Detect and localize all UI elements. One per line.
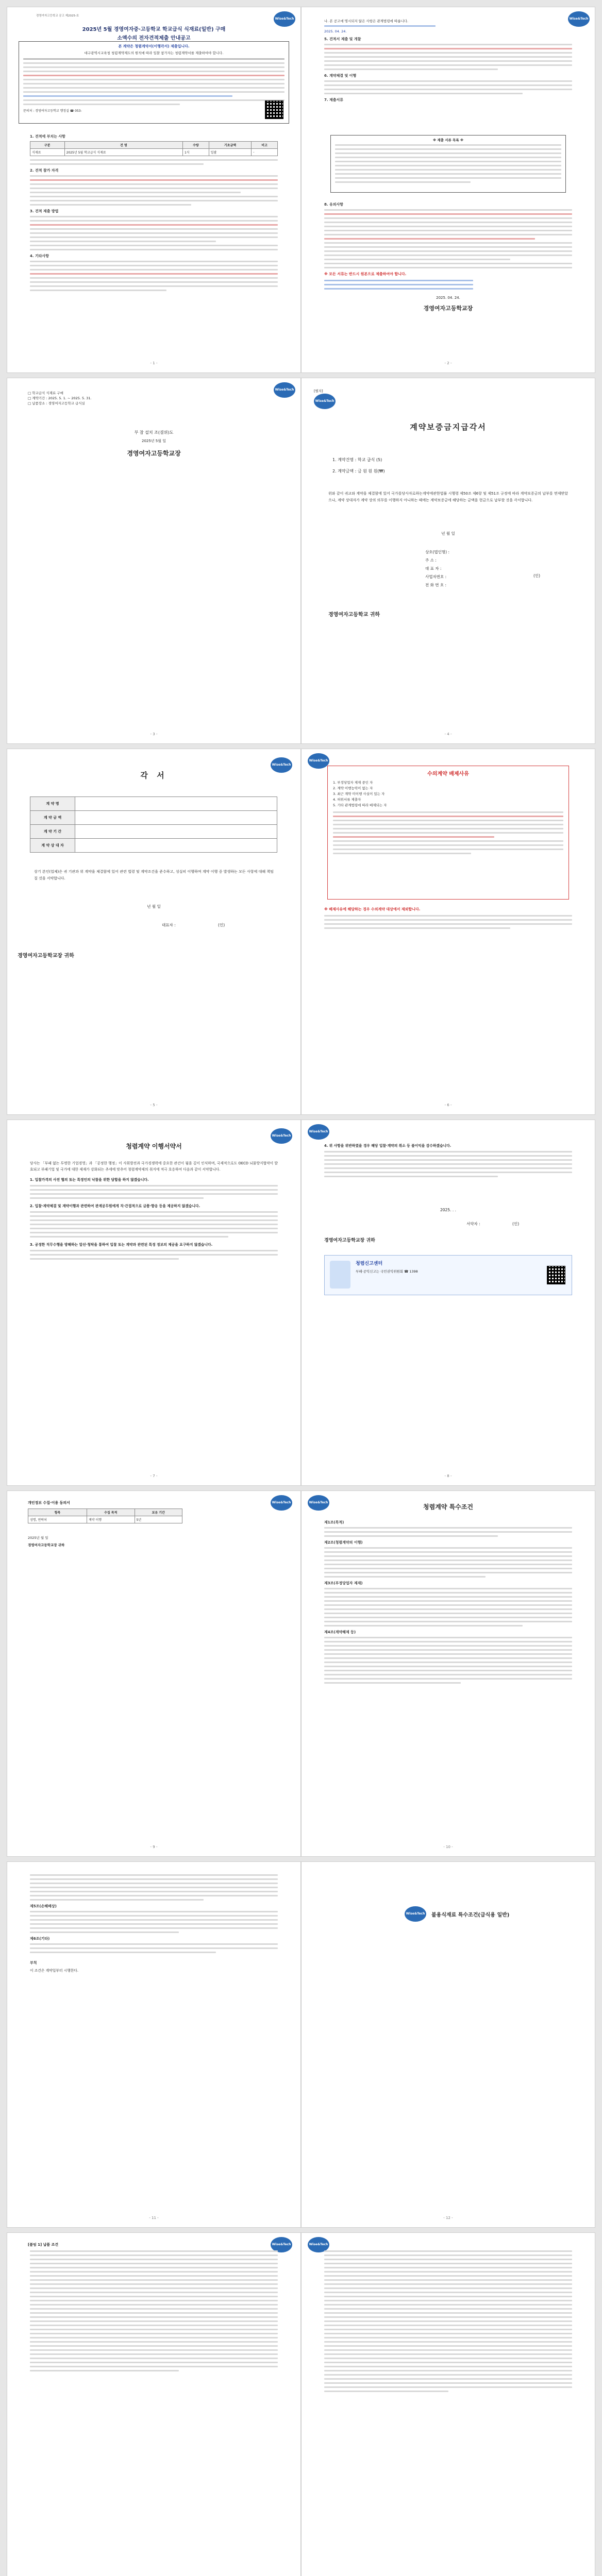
exclusion-item: 5. 기타 관계법령에 따라 배제되는 자 — [333, 803, 387, 807]
section-5-title: 5. 견적서 제출 및 개찰 — [324, 37, 361, 41]
documents-box — [330, 135, 566, 193]
contract-notice-sub: 대구광역시교육청 청렴계약제도의 원칙에 따라 입찰 참가자는 청렴계약서를 제출하여야 합니다. — [84, 51, 224, 55]
pledge-item: 1. 입찰가격의 사전 협의 또는 특정인의 낙찰을 위한 담합을 하지 않겠습니다. — [30, 1178, 149, 1182]
signoff-org: 경영여자고등학교장 — [423, 305, 473, 312]
addressee: 경영여자고등학교장 귀하 — [18, 953, 74, 959]
school-name: 경영여자고등학교장 — [127, 450, 181, 457]
page-number: - 2 - — [444, 361, 452, 365]
signer-field: 대 표 자 : — [425, 566, 442, 571]
banner-title: 청렴신고센터 — [356, 1261, 383, 1266]
page-number: - 6 - — [444, 1103, 452, 1107]
documents-box-title: ※ 제출 서류 목록 ※ — [432, 138, 464, 142]
school-logo: Wise&Tech — [314, 394, 336, 409]
page-11 — [7, 1862, 300, 2227]
school-logo: Wise&Tech — [568, 11, 590, 27]
page-9 — [7, 1491, 300, 1856]
school-logo: Wise&Tech — [271, 2237, 292, 2252]
page-3 — [7, 378, 300, 743]
row-label: 계 약 금 액 — [30, 811, 75, 825]
signoff-date: 2025. 04. 24. — [436, 296, 460, 300]
page-13 — [7, 2233, 300, 2576]
addressee: 경영여자고등학교장 귀하 — [324, 1238, 375, 1243]
pledge-body: 당사는 「부패 없는 투명한 기업경영」과 「공정한 행정」이 사회발전과 국가경쟁력에 중요한 관건이 됨을 깊이 인식하며, 국제적으로도 OECD 뇌물방지협약이 발효되고 부패기업 및 국가에 대한 제재가 강화되는 추세에 맞추어 청렴계약제의 취지에 적극 호응하여 다음과 같이 서약합니다. — [30, 1161, 278, 1172]
col-header: 비고 — [252, 142, 278, 149]
field-value: 학교 급식 (5) — [357, 457, 382, 462]
page-8 — [302, 1120, 595, 1485]
contract-notice: 본 계약은 청렴계약서(이행각서) 제출입니다. — [118, 44, 190, 48]
page-number: - 5 - — [150, 1103, 158, 1107]
page-number: - 1 - — [150, 361, 158, 365]
page-number: - 7 - — [150, 1474, 158, 1478]
section-4-title: 4. 기타사항 — [30, 254, 49, 258]
school-logo: Wise&Tech — [308, 1124, 329, 1140]
page-4 — [302, 378, 595, 743]
signer-field: 전 화 번 호 : — [425, 583, 447, 587]
info-line: □ 학교급식 식재료 구매 — [28, 391, 63, 395]
school-logo: Wise&Tech — [271, 757, 292, 773]
contact-info: 문의처 : 경영여자고등학교 행정실 ☎ 053- — [23, 109, 82, 113]
school-logo: Wise&Tech — [405, 1906, 426, 1922]
col-header: 기초금액 — [209, 142, 251, 149]
article-title: 제4조(계약해제 등) — [324, 1630, 356, 1634]
privacy-table — [28, 1509, 182, 1523]
seal-hint: (인) — [218, 923, 225, 927]
pledge-date: 2025. . . — [440, 1208, 456, 1212]
page-6 — [302, 749, 595, 1114]
exclusion-item: 3. 최근 계약 미이행 사실이 있는 자 — [333, 792, 385, 796]
date: 2025년 5월 일 — [141, 439, 166, 443]
col-header: 항목 — [28, 1509, 87, 1516]
signer-field: 주 소 : — [425, 558, 437, 563]
supplementary-text: 이 조건은 계약일부터 시행한다. — [30, 1969, 78, 1973]
table-cell: 5년 — [135, 1516, 182, 1523]
field-label: 1. 계약건명 : — [332, 457, 357, 462]
contract-table — [30, 796, 277, 853]
exclusion-title: 수의계약 배제사유 — [427, 771, 469, 777]
pledge-body: 상기 본인(업체)은 귀 기관과 위 계약을 체결함에 있어 관련 법령 및 계약조건을 준수하고, 성실히 이행하며 계약 이행 중 발생하는 모든 사항에 대해 책임질 것을 서약합니다. — [34, 870, 274, 880]
page-title: 청렴계약 이행서약서 — [126, 1143, 182, 1150]
row-label: 계 약 명 — [30, 797, 75, 811]
page-number: - 10 - — [443, 1845, 453, 1849]
page-title: 계약보증금지급각서 — [410, 422, 487, 432]
school-logo: Wise&Tech — [308, 2237, 329, 2252]
page-7 — [7, 1120, 300, 1485]
page-title: 불용식재료 특수조건(급식용 일반) — [431, 1912, 510, 1918]
page-10 — [302, 1491, 595, 1856]
col-header: 건 명 — [64, 142, 182, 149]
seal-hint: (인) — [512, 1222, 520, 1226]
school-logo: Wise&Tech — [274, 382, 295, 398]
section-3-title: 3. 견적 제출 방법 — [30, 209, 59, 213]
page-12 — [302, 1862, 595, 2227]
pledge-item: 2. 입찰·계약체결 및 계약이행과 관련하여 관계공무원에게 직·간접적으로 금품·향응 등을 제공하지 않겠습니다. — [30, 1204, 200, 1208]
signer-field: 상호(법인명) : — [425, 550, 449, 554]
page-number: - 3 - — [150, 732, 158, 736]
page-number: - 9 - — [150, 1845, 158, 1849]
article-title: 제3조(부정당업자 제재) — [324, 1581, 363, 1585]
supplementary-title: 부칙 — [30, 1961, 37, 1965]
school-logo: Wise&Tech — [274, 11, 295, 27]
field-label: 2. 계약금액 : — [332, 469, 357, 473]
page-5 — [7, 749, 300, 1114]
page-title: 개인정보 수집·이용 동의서 — [28, 1501, 70, 1505]
addressee: 경영여자고등학교장 귀하 — [28, 1543, 65, 1547]
table-cell: 식재료 — [30, 149, 65, 156]
info-line: □ 납품장소 : 경영여자고등학교 급식실 — [28, 401, 85, 405]
page-title: 각 서 — [140, 771, 168, 780]
addressee: 경영여자고등학교 귀하 — [328, 612, 380, 618]
col-header: 보유 기간 — [135, 1509, 182, 1516]
section-6-title: 6. 계약체결 및 이행 — [324, 74, 357, 78]
section-1-title: 1. 견적에 부치는 사항 — [30, 134, 65, 139]
section-7-title: 7. 제출서류 — [324, 98, 344, 102]
page-1 — [7, 7, 300, 372]
pledge-body: 위와 같이 귀교와 계약을 체결함에 있어 국가를당사자로하는계약에관한법률 시행령 제50조 제6항 및 제51조 규정에 따라 계약보증금의 납부를 면제받았으나, 계약 상대자가 계약 상의 의무를 이행하지 아니하는 때에는 계약보증금에 해당하는 금액을 현금으로 납부할 것을 각서합니다. — [328, 492, 568, 502]
qr-code — [547, 1266, 565, 1284]
section-2-title: 2. 견적 참가 자격 — [30, 168, 59, 173]
notice-subtitle: 소액수의 전자견적제출 안내공고 — [117, 36, 191, 41]
notice-box — [19, 41, 289, 124]
red-notice: ※ 모든 서류는 반드시 원본으로 제출하여야 합니다. — [324, 272, 407, 276]
table-cell: 계약 이행 — [87, 1516, 135, 1523]
col-header: 수집 목적 — [87, 1509, 135, 1516]
red-notice: ※ 배제사유에 해당하는 경우 수의계약 대상에서 제외합니다. — [324, 907, 421, 911]
pledge-date: 년 월 일 — [147, 904, 161, 909]
school-logo: Wise&Tech — [271, 1128, 292, 1144]
table-cell: 일괄 — [209, 149, 251, 156]
school-logo: Wise&Tech — [308, 1495, 329, 1511]
consent-date: 2025년 월 일 — [28, 1536, 48, 1540]
attachment-label: [별지] — [314, 389, 323, 393]
col-header: 수량 — [182, 142, 209, 149]
table-cell: 1식 — [182, 149, 209, 156]
page-header: [붙임 1] 납품 조건 — [28, 2243, 59, 2247]
exclusion-box — [327, 766, 569, 900]
qr-code — [265, 100, 283, 119]
school-logo: Wise&Tech — [308, 753, 329, 769]
exclusion-item: 4. 허위서류 제출자 — [333, 798, 361, 802]
page-2 — [302, 7, 595, 372]
exclusion-item: 2. 계약 이행능력이 없는 자 — [333, 786, 373, 790]
notice-title: 2025년 5월 경영여자중·고등학교 학교급식 식재료(일반) 구매 — [82, 27, 226, 32]
banner-subtitle: 부패·공익신고는 국민권익위원회 ☎ 1398 — [356, 1269, 418, 1274]
school-logo: Wise&Tech — [271, 1495, 292, 1511]
small-title: 부 참 설치 조(결위)도 — [134, 430, 174, 435]
row-label: 계 약 기 간 — [30, 825, 75, 839]
exclusion-item: 1. 부정당업자 제재 중인 자 — [333, 781, 373, 785]
info-line: □ 계약기간 : 2025. 5. 1. ~ 2025. 5. 31. — [28, 396, 92, 400]
page-number: - 11 - — [149, 2216, 159, 2220]
date-line: 2025. 04. 24. — [324, 29, 347, 33]
banner-illustration — [330, 1261, 350, 1289]
integrity-banner — [324, 1255, 572, 1295]
table-cell: 성명, 연락처 — [28, 1516, 87, 1523]
page-14 — [302, 2233, 595, 2576]
col-header: 구분 — [30, 142, 65, 149]
page-number: - 4 - — [444, 732, 452, 736]
rep-label: 대표자 : — [162, 923, 176, 927]
field-value: 금 원 원 원(₩) — [357, 469, 385, 473]
signer-label: 서약자 : — [466, 1222, 480, 1226]
page-header: 경영여자고등학교 공고 제2025-호 — [36, 14, 79, 18]
pledge-item: 4. 위 사항을 위반하였을 경우 해당 입찰·계약의 취소 등 불이익을 감수하겠습니다. — [324, 1144, 452, 1148]
row-label: 계 약 상 대 자 — [30, 839, 75, 853]
article-title: 제6조(기타) — [30, 1937, 50, 1941]
page-title: 청렴계약 특수조건 — [423, 1503, 473, 1511]
bid-table — [30, 141, 278, 156]
pledge-item: 3. 공정한 직무수행을 방해하는 알선·청탁을 통하여 입찰 또는 계약과 관련된 특정 정보의 제공을 요구하지 않겠습니다. — [30, 1243, 213, 1247]
page-number: - 12 - — [443, 2216, 453, 2220]
article-title: 제2조(청렴계약의 이행) — [324, 1540, 363, 1545]
pledge-date: 년 월 일 — [441, 531, 455, 536]
signer-field: 사업자번호 : — [425, 574, 447, 579]
article-title: 제5조(손해배상) — [30, 1904, 57, 1908]
intro-line: 나. 본 공고에 명시되지 않은 사항은 관계법령에 따릅니다. — [324, 19, 409, 23]
table-cell: 2025년 5월 학교급식 식재료 — [64, 149, 182, 156]
section-8-title: 8. 유의사항 — [324, 202, 344, 207]
article-title: 제1조(목적) — [324, 1520, 344, 1524]
page-number: - 8 - — [444, 1474, 452, 1478]
seal-hint: (인) — [533, 573, 541, 578]
table-cell: - — [252, 149, 278, 156]
